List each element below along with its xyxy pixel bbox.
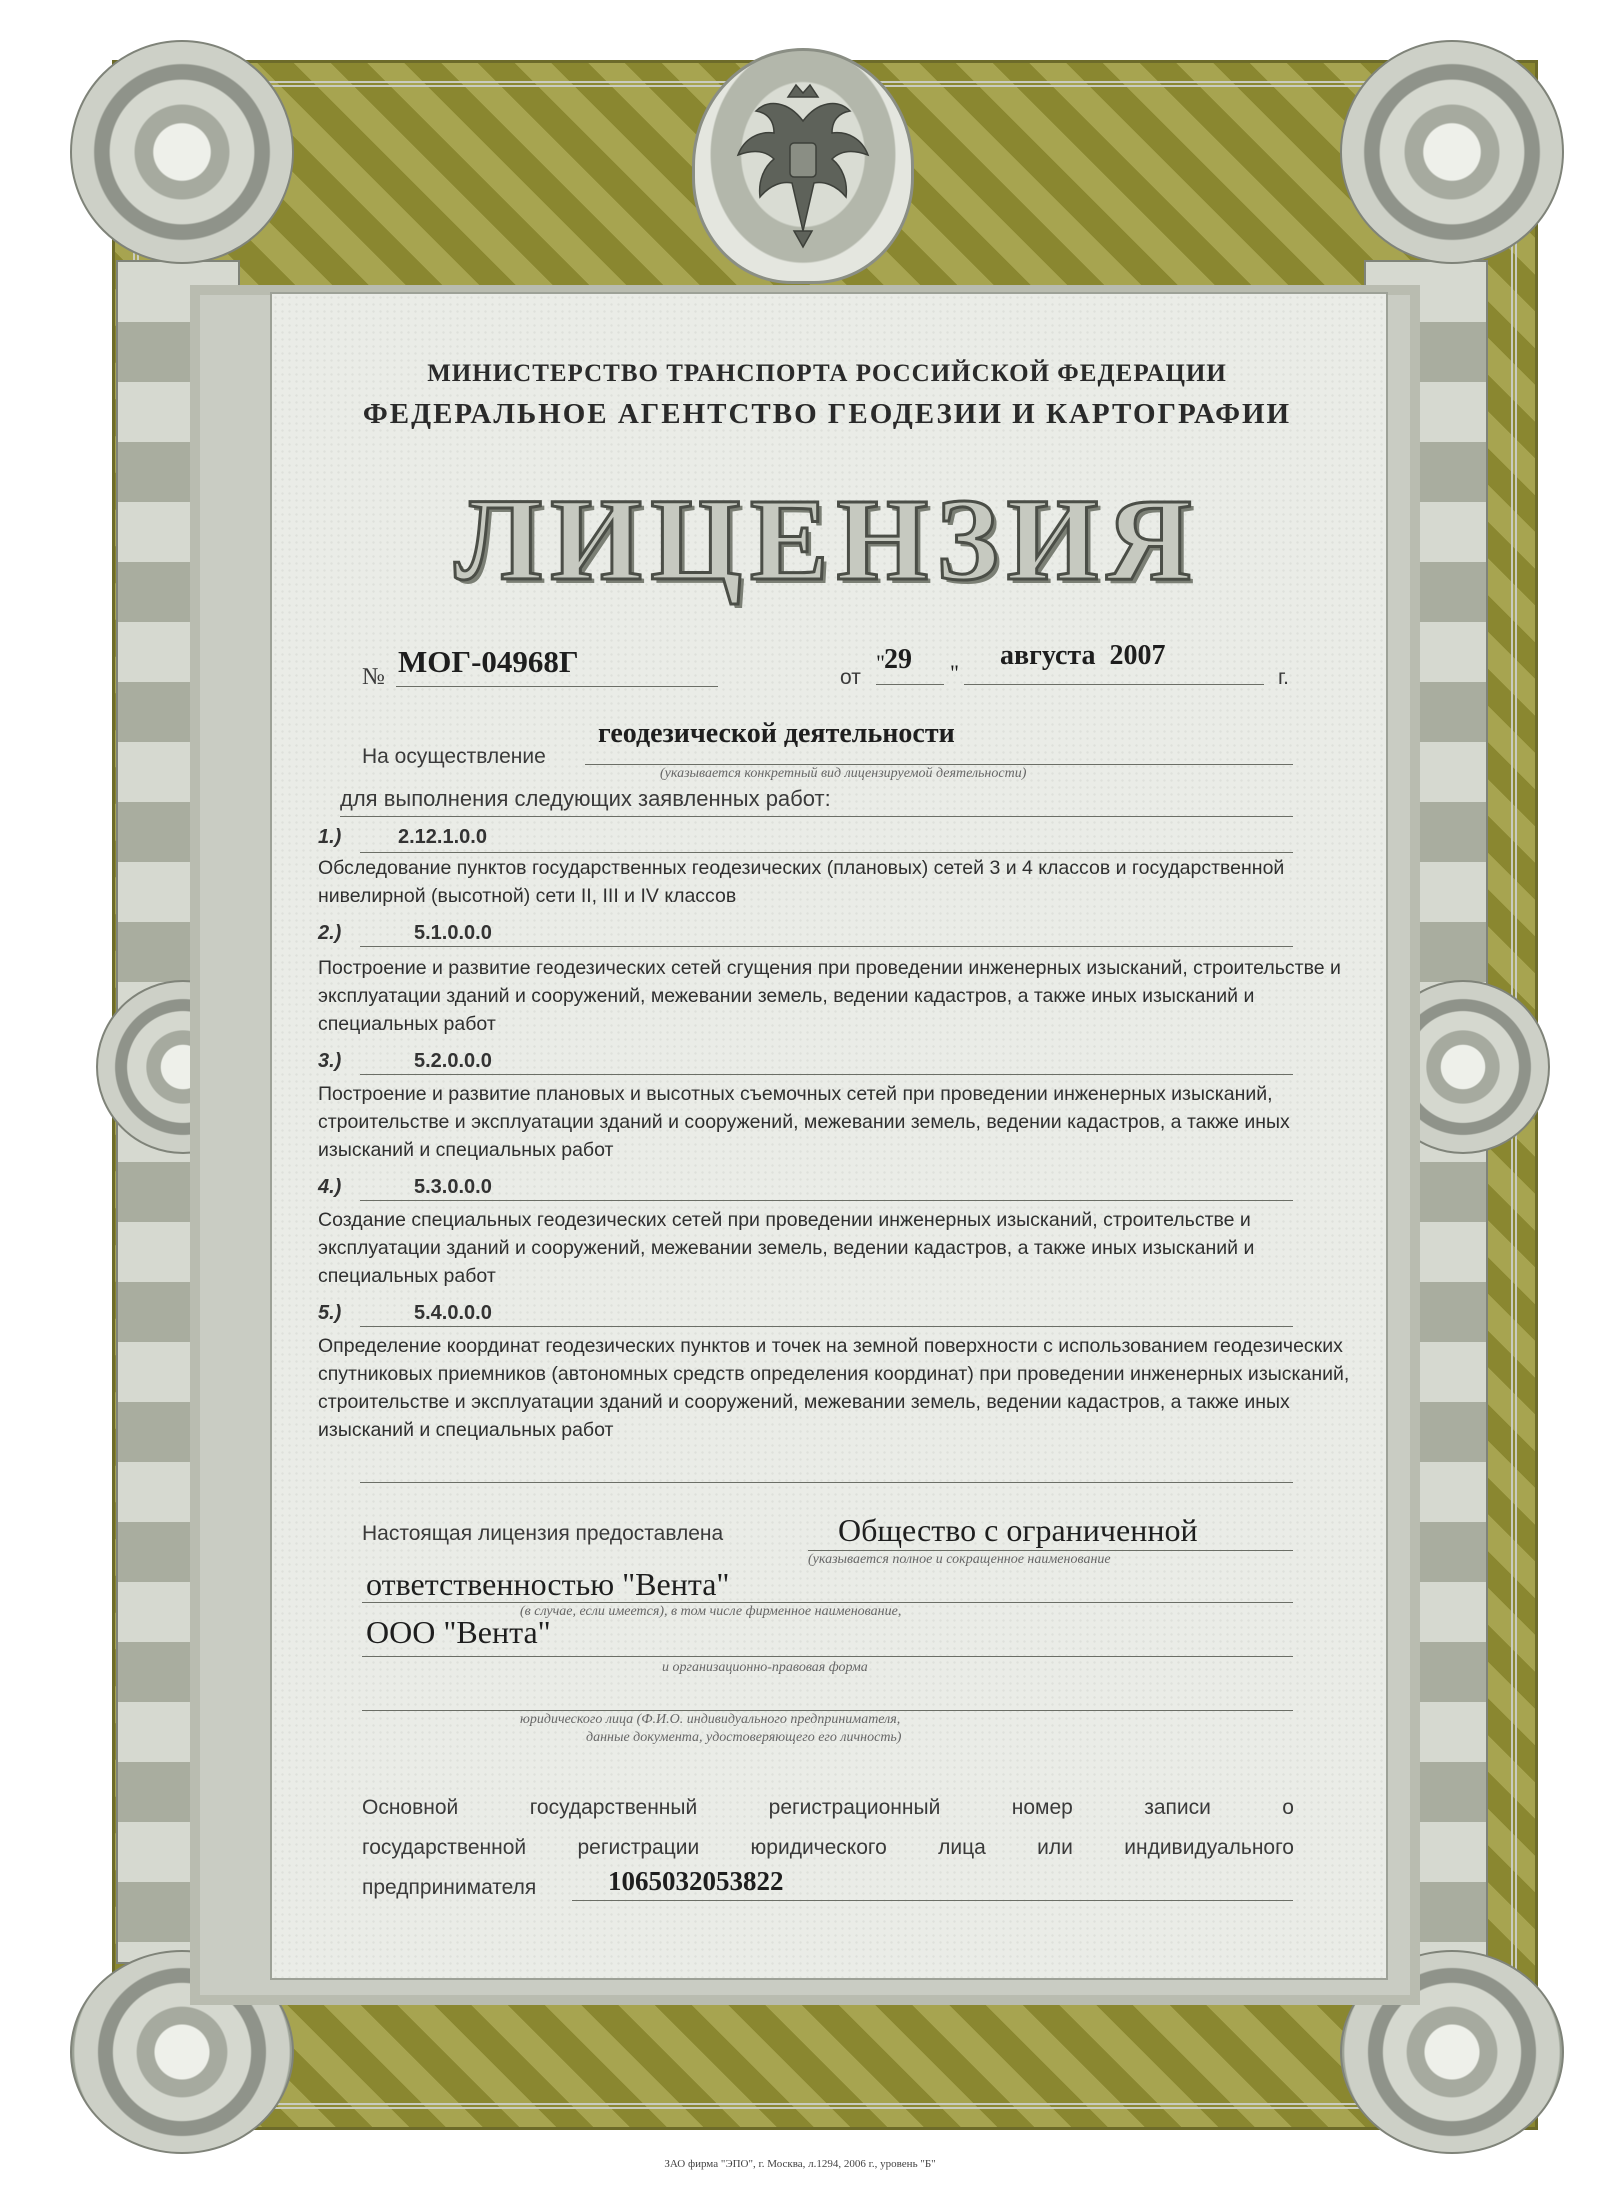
license-number-prefix: №: [362, 664, 385, 690]
grantee-hint-3: и организационно-правовая форма: [662, 1660, 868, 1675]
license-number-underline: [396, 686, 718, 687]
grantee-hint-4: юридического лица (Ф.И.О. индивидуального предпринимателя,: [520, 1712, 901, 1727]
work-4-text: Создание специальных геодезических сетей при проведении инженерных изысканий, строительстве и эксплуатации зданий и сооружений, межевании земель, ведении кадастров, а также иных изысканий и специальных работ: [318, 1209, 1255, 1287]
work-4-code: 5.3.0.0.0: [414, 1176, 492, 1198]
work-3-text: Построение и развитие плановых и высотных съемочных сетей при проведении инженерных изысканий, строительстве и эксплуатации зданий и сооружений, межевании земель, ведении кадастров, а также иных изысканий и специальных работ: [318, 1083, 1290, 1161]
document-title: ЛИЦЕНЗИЯ: [454, 474, 1200, 605]
corner-rosette-top-right: [1340, 40, 1564, 264]
work-2-code-underline: [360, 946, 1293, 947]
registration-line-1: Основной государственный регистрационный номер записи о: [362, 1796, 1294, 1819]
grantee-short-name: ООО "Вента": [366, 1614, 551, 1650]
license-number: МОГ-04968Г: [398, 644, 579, 679]
agency-name: ФЕДЕРАЛЬНОЕ АГЕНТСТВО ГЕОДЕЗИИ И КАРТОГРАФИИ: [362, 398, 1292, 430]
work-4-number: 4.): [318, 1176, 342, 1198]
work-2-text: Построение и развитие геодезических сетей сгущения при проведении инженерных изысканий, строительстве и эксплуатации зданий и сооружений, межевании земель, ведении кадастров, а также иных изысканий и специальных работ: [318, 957, 1341, 1035]
date-from-label: от: [840, 666, 861, 689]
grantee-name-line2: ответственностью "Вента": [366, 1566, 730, 1602]
works-intro-underline: [340, 816, 1293, 817]
work-5-number: 5.): [318, 1302, 342, 1324]
work-1-text: Обследование пунктов государственных геодезических (плановых) сетей 3 и 4 классов и государственной нивелирной (высотной) сети II, III и IV классов: [318, 857, 1285, 907]
registration-line-3-label: предпринимателя: [362, 1876, 537, 1899]
work-1-number: 1.): [318, 826, 342, 848]
grantee-line3-underline: [362, 1656, 1293, 1657]
grantee-line2-underline: [362, 1602, 1293, 1603]
ministry-name: МИНИСТЕРСТВО ТРАНСПОРТА РОССИЙСКОЙ ФЕДЕРАЦИИ: [427, 360, 1227, 387]
work-2-code: 5.1.0.0.0: [414, 922, 492, 944]
printer-imprint: ЗАО фирма "ЭПО", г. Москва, л.1294, 2006 г., уровень "Б": [664, 2158, 936, 2170]
activity-hint: (указывается конкретный вид лицензируемой деятельности): [660, 766, 1027, 781]
date-open-quote: ": [876, 650, 885, 675]
grantee-hint-1: (указывается полное и сокращенное наименование: [808, 1552, 1111, 1567]
coat-of-arms-emblem: [692, 48, 914, 284]
registration-line-2: государственной регистрации юридического лица или индивидуального: [362, 1836, 1294, 1859]
grantee-label: Настоящая лицензия предоставлена: [362, 1522, 724, 1545]
grantee-hint-5: данные документа, удостоверяющего его личность): [586, 1730, 902, 1745]
grantee-hint-2: (в случае, если имеется), в том числе фирменное наименование,: [520, 1604, 902, 1619]
work-4-code-underline: [360, 1200, 1293, 1201]
work-5-code: 5.4.0.0.0: [414, 1302, 492, 1324]
date-year-suffix: г.: [1278, 666, 1289, 689]
works-end-underline: [360, 1482, 1293, 1483]
work-5-code-underline: [360, 1326, 1293, 1327]
work-3-code-underline: [360, 1074, 1293, 1075]
date-month-underline: [964, 684, 1264, 685]
activity-underline: [585, 764, 1293, 765]
work-1-code: 2.12.1.0.0: [398, 826, 487, 848]
works-intro: для выполнения следующих заявленных работ:: [340, 786, 831, 811]
work-5-text: Определение координат геодезических пунктов и точек на земной поверхности с использованием геодезических спутниковых приемников (автономных средств определения координат) при проведении инженерных изысканий, строительстве и эксплуатации зданий и сооружений, межевании земель, ведении кадастров, а также иных изысканий и специальных работ: [318, 1335, 1350, 1441]
work-2-number: 2.): [318, 922, 342, 944]
date-month-year: августа 2007: [1000, 640, 1166, 671]
activity-value: геодезической деятельности: [598, 718, 955, 749]
date-close-quote: ": [950, 660, 959, 685]
date-day-underline: [876, 684, 944, 685]
corner-rosette-top-left: [70, 40, 294, 264]
double-headed-eagle-icon: [728, 81, 878, 251]
work-3-code: 5.2.0.0.0: [414, 1050, 492, 1072]
work-3-number: 3.): [318, 1050, 342, 1072]
grantee-name-line1: Общество с ограниченной: [838, 1512, 1198, 1548]
grantee-line4-underline: [362, 1710, 1293, 1711]
date-day: 29: [884, 644, 912, 675]
activity-label: На осуществление: [362, 745, 546, 768]
grantee-line1-underline: [808, 1550, 1293, 1551]
registration-number-underline: [572, 1900, 1293, 1901]
registration-number: 1065032053822: [608, 1866, 784, 1896]
work-1-code-underline: [360, 852, 1293, 853]
